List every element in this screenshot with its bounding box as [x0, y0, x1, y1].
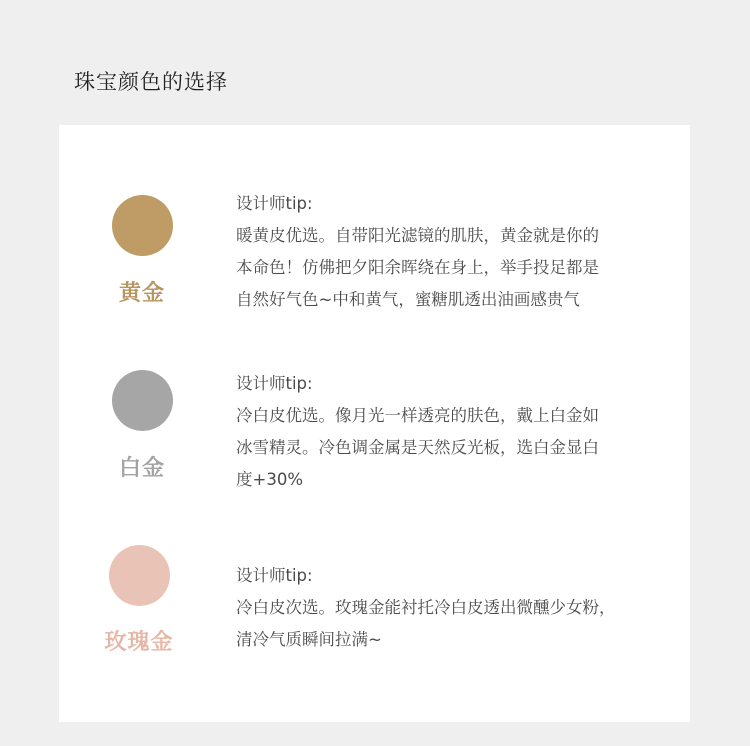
- white-gold-name: 白金: [118, 456, 165, 481]
- white-gold-color-swatch: [112, 370, 173, 431]
- gold-name: 黄金: [118, 281, 165, 306]
- gold-tip-line: 暖黄皮优选。自带阳光滤镜的肌肤，黄金就是你的: [236, 226, 599, 245]
- white-gold-tip-line: 度+30%: [236, 470, 303, 489]
- rose-gold-name: 玫瑰金: [104, 630, 174, 655]
- gold-tip-line: 本命色！仿佛把夕阳余晖绕在身上，举手投足都是: [236, 258, 599, 277]
- white-gold-tip-label: 设计师tip:: [236, 374, 313, 393]
- rose-gold-tip-line: 冷白皮次选。玫瑰金能衬托冷白皮透出微醺少女粉，: [236, 598, 616, 617]
- gold-tip-line: 自然好气色~中和黄气，蜜糖肌透出油画感贵气: [236, 290, 580, 309]
- gold-tip-label: 设计师tip:: [236, 194, 313, 213]
- gold-color-swatch: [112, 195, 173, 256]
- white-gold-tip-line: 冷白皮优选。像月光一样透亮的肤色，戴上白金如: [236, 406, 599, 425]
- page-title: 珠宝颜色的选择: [74, 70, 228, 94]
- white-gold-tip: [236, 368, 676, 496]
- white-gold-tip-line: 冰雪精灵。冷色调金属是天然反光板，选白金显白: [236, 438, 599, 457]
- rose-gold-tip: [236, 560, 676, 656]
- gold-tip: [236, 188, 676, 316]
- rose-gold-tip-line: 清冷气质瞬间拉满~: [236, 630, 382, 649]
- jewelry-color-card: [59, 125, 690, 722]
- rose-gold-color-swatch: [109, 545, 170, 606]
- rose-gold-tip-label: 设计师tip:: [236, 566, 313, 585]
